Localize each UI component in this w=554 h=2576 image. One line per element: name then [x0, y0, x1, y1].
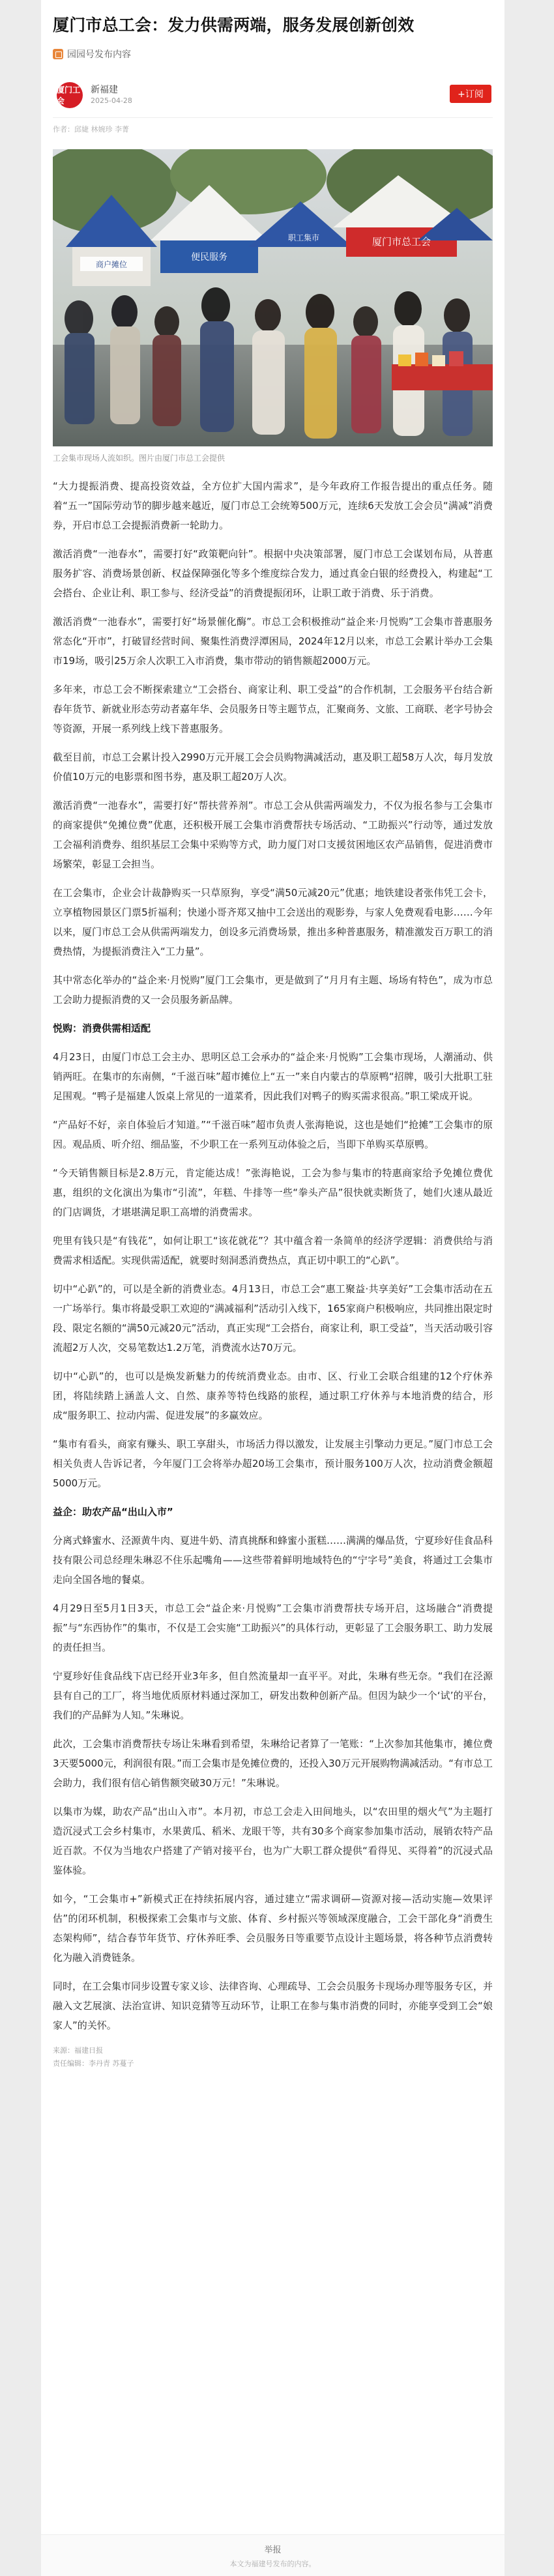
stall-sign-3: 厦门市总工会 — [372, 236, 431, 248]
editor-line: 作者：邱婕 林婉珍 李菁 — [53, 125, 129, 134]
paragraph: 兜里有钱只是“有钱花”，如何让职工“该花就花”？其中蕴含着一条简单的经济学逻辑：消费供给与消费需求相适配。实现供需适配，就要时刻洞悉消费热点，真正切中职工的“心趴”。 — [53, 1235, 493, 1266]
article-footer — [41, 2534, 504, 2576]
article-card — [41, 0, 504, 2576]
paragraph: “集市有看头，商家有赚头、职工享甜头，市场活力得以激发，让发展主引擎动力更足。”厦门市总工会相关负责人告诉记者，今年厦门工会将举办超20场工会集市，预计服务100万人次，拉动消费金额超5000万元。 — [53, 1438, 493, 1489]
paragraph: 此次，工会集市消费帮扶专场让朱琳看到希望，朱琳给记者算了一笔账：“上次参加其他集市，摊位费3天要5000元，利润很有限。”而工会集市是免摊位费的，还投入30万元开展购物满减活动。“有市总工会助力，我们很有信心销售额突破30万元！”朱琳说。 — [53, 1738, 493, 1789]
article-title: 厦门市总工会：发力供需两端，服务发展创新创效 — [53, 16, 415, 35]
paragraph: “产品好不好，亲自体验后才知道。”“千滋百味”超市负责人张海艳说，这也是她们“抢摊”工会集市的原因。观品质、听介绍、细品鉴，不少职工在一系列互动体验之后，当即下单购买草原鸭。 — [53, 1119, 493, 1150]
section-heading: 悦购：消费供需相适配 — [53, 1022, 151, 1034]
avatar[interactable]: 厦门工会 — [57, 82, 83, 108]
paragraph: 激活消费“一池春水”，需要打好“帮扶营养剂”。市总工会从供需两端发力，不仅为报名参与工会集市的商家提供“免摊位费”优惠，还积极开展工会集市消费帮扶专场活动、“工助振兴”行动等，通过发放工会福利消费券、组织基层工会集中采购等方式，助力厦门对口支援贫困地区农产品销售，促进消费市场繁荣，彰显工会担当。 — [53, 800, 493, 870]
author-info — [91, 84, 132, 106]
paragraph: 其中常态化举办的“益企来·月悦购”厦门工会集市，更是做到了“月月有主题、场场有特色”，成为市总工会助力提振消费的又一会员服务新品牌。 — [53, 974, 493, 1006]
paragraph: 切中“心趴”的，可以是全新的消费业态。4月13日，市总工会“惠工聚益·共享美好”工会集市活动在五一广场举行。集市将最受职工欢迎的“满减福利”活动引入线下，165家商户积极响应，共同推出限定时段、限定名额的“满50元减20元”活动，真正实现“工会搭台，商家让利，职工受益”，当天活动吸引容流超2万人次，交易笔数达1.2万笔，消费流水达70万元。 — [53, 1283, 493, 1353]
paragraph: 如今，“工会集市+”新模式正在持续拓展内容，通过建立“需求调研—资源对接—活动实施—效果评估”的闭环机制，积极探索工会集市与文旅、体育、乡村振兴等领域深度融合，工会干部化身“消费生态架构师”，结合春节年货节、疗休养旺季、会员服务日等重要节点设计主题场景，将各种节点消费转化为融入消费链条。 — [53, 1893, 493, 1963]
publish-date: 2025-04-28 — [91, 96, 132, 105]
paragraph: “今天销售额目标是2.8万元，肯定能达成！”张海艳说，工会为参与集市的特惠商家给予免摊位费优惠，组织的文化演出为集市“引流”，年糕、牛排等一些“拳头产品”很快就卖断货了，她们火速从最近的门店调货，才堪堪满足职工高增的消费需求。 — [53, 1167, 493, 1218]
article-content — [41, 0, 504, 2070]
paragraph: 激活消费“一池春水”，需要打好“政策靶向针”。根据中央决策部署，厦门市总工会谋划布局，从普惠服务扩容、消费场景创新、权益保障强化等多个维度综合发力，通过真金白银的经费投入，构建起“工会搭台、企业让利、职工参与、经济受益”的消费提振闭环，让职工敢于消费、乐于消费。 — [53, 548, 493, 599]
stall-sign-2: 便民服务 — [191, 252, 227, 263]
paragraph: 切中“心趴”的，也可以是焕发新魅力的传统消费业态。由市、区、行业工会联合组建的12个疗休养团，将陆续踏上涵盖人文、自然、康养等特色线路的旅程，通过职工疗休养与本地消费的结合，形成“服务职工、拉动内需、促进发展”的多赢效应。 — [53, 1370, 493, 1421]
report-link[interactable]: 举报 — [264, 2545, 282, 2555]
source-line — [53, 47, 493, 61]
paragraph: 激活消费“一池春水”，需要打好“场景催化酶”。市总工会积极推动“益企来·月悦购”工会集市普惠服务常态化“开市”，打破冒经营时间、聚集性消费浮潭困局，2024年12月以来，市总工会累计举办工会集市19场，吸引25万余人次职工入市消费，集市带动的销售额超2000万元。 — [53, 616, 493, 667]
paragraph: 分离式蜂蜜水、泾源黄牛肉、夏进牛奶、清真挑酥和蜂蜜小蛋糕……满满的爆品货，宁夏珍好佳食品科技有限公司总经理朱琳忍不住乐起嘴角——这些带着鲜明地域特色的“宁字号”美食，将通过工会集市走向全国各地的餐桌。 — [53, 1535, 493, 1585]
section-heading: 益企：助农产品“出山入市” — [53, 1506, 173, 1518]
paragraph: 在工会集市，企业会计裁静购买一只草原狗，享受“满50元减20元”优惠；地铁建设者张伟凭工会卡，立享植物园景区门票5折福利；快递小哥齐郑又抽中工会送出的观影券，与家人免费观看电影……今年以来，厦门市总工会从供需两端发力，创设多元消费场景，推出多种普惠服务，精准激发百万职工的消费热情，为提振消费注入“工力量”。 — [53, 887, 493, 957]
photo-illustration — [53, 149, 493, 446]
paragraph: 以集市为媒，助农产品“出山入市”。本月初，市总工会走入田间地头，以“农田里的烟火气”为主题打造沉浸式工会乡村集市，水果黄瓜、稻米、龙眼干等，共有30多个商家参加集市活动，展销农特产品近百款。不仅为当地农户搭建了产销对接平台，也为广大职工群众提供“看得见、买得着”的沉浸式品鉴体验。 — [53, 1806, 493, 1876]
publish-notice: 本文为福建号发布的内容。 — [229, 2560, 316, 2568]
paragraph: 同时，在工会集市同步设置专家义诊、法律咨询、心理疏导、工会会员服务卡现场办理等服务专区，并融入文艺展演、法治宣讲、知识竞猜等互动环节，让职工在参与集市消费的同时，亦能享受到工会“娘家人”的关怀。 — [53, 1980, 493, 2031]
stall-sign-1: 商户摊位 — [95, 260, 128, 269]
publisher-icon — [53, 49, 63, 59]
paragraph: “大力提振消费、提高投资效益，全方位扩大国内需求”，是今年政府工作报告提出的重点任务。随着“五一”国际劳动节的脚步越来越近，厦门市总工会统筹500万元，连续6天发放工会会员“满减”消费券，开启市总工会提振消费新一轮助力。 — [53, 480, 493, 531]
divider — [53, 117, 493, 118]
article-photo — [53, 149, 493, 446]
author-row — [53, 81, 493, 109]
paragraph: 4月29日至5月1日3天，市总工会“益企来·月悦购”工会集市消费帮扶专场开启，这场融合“消费提振”与“东西协作”的集市，不仅是工会实施“工助振兴”的具体行动，更彰显了工会服务职工、助力发展的责任担当。 — [53, 1602, 493, 1653]
photo-caption: 工会集市现场人流如织。图片由厦门市总工会提供 — [53, 454, 226, 463]
paragraph: 4月23日，由厦门市总工会主办、思明区总工会承办的“益企来·月悦购”工会集市现场，人潮涌动、供销两旺。在集市的东南侧，“千滋百味”超市摊位上“五一”来自内蒙古的草原鸭“招牌，吸引大批职工驻足围观。“鸭子是福建人饭桌上常见的一道菜肴，因此我们对鸭子的购买需求很高。”职工梁成开说。 — [53, 1051, 493, 1102]
subscribe-button[interactable]: +订阅 — [450, 85, 491, 103]
paragraph: 截至目前，市总工会累计投入2990万元开展工会会员购物满减活动，惠及职工超58万人次，每月发放价值10万元的电影票和图书券，惠及职工超20万人次。 — [53, 751, 493, 783]
responsible-editor: 责任编辑：李丹青 苏蔓子 — [53, 2059, 134, 2068]
source-label: 园园号发布内容 — [67, 50, 131, 60]
author-name[interactable]: 新福建 — [91, 85, 118, 95]
paragraph: 宁夏珍好佳食品线下店已经开业3年多，但自然流量却一直平平。对此，朱琳有些无奈。“我们在泾源县有自己的工厂，将当地优质原材料通过深加工，研发出数种创新产品。但因为缺少一个‘试’的平台，我们的产品鲜为人知。”朱琳说。 — [53, 1670, 493, 1721]
article-source: 来源：福建日报 — [53, 2046, 103, 2055]
stall-sign-4: 职工集市 — [287, 233, 320, 242]
paragraph: 多年来，市总工会不断探索建立“工会搭台、商家让利、职工受益”的合作机制，工会服务平台结合新春年货节、新就业形态劳动者嘉年华、会员服务日等主题节点，汇聚商务、文旅、工商联、老字号协会等资源，开展一系列线上线下普惠服务。 — [53, 684, 493, 734]
